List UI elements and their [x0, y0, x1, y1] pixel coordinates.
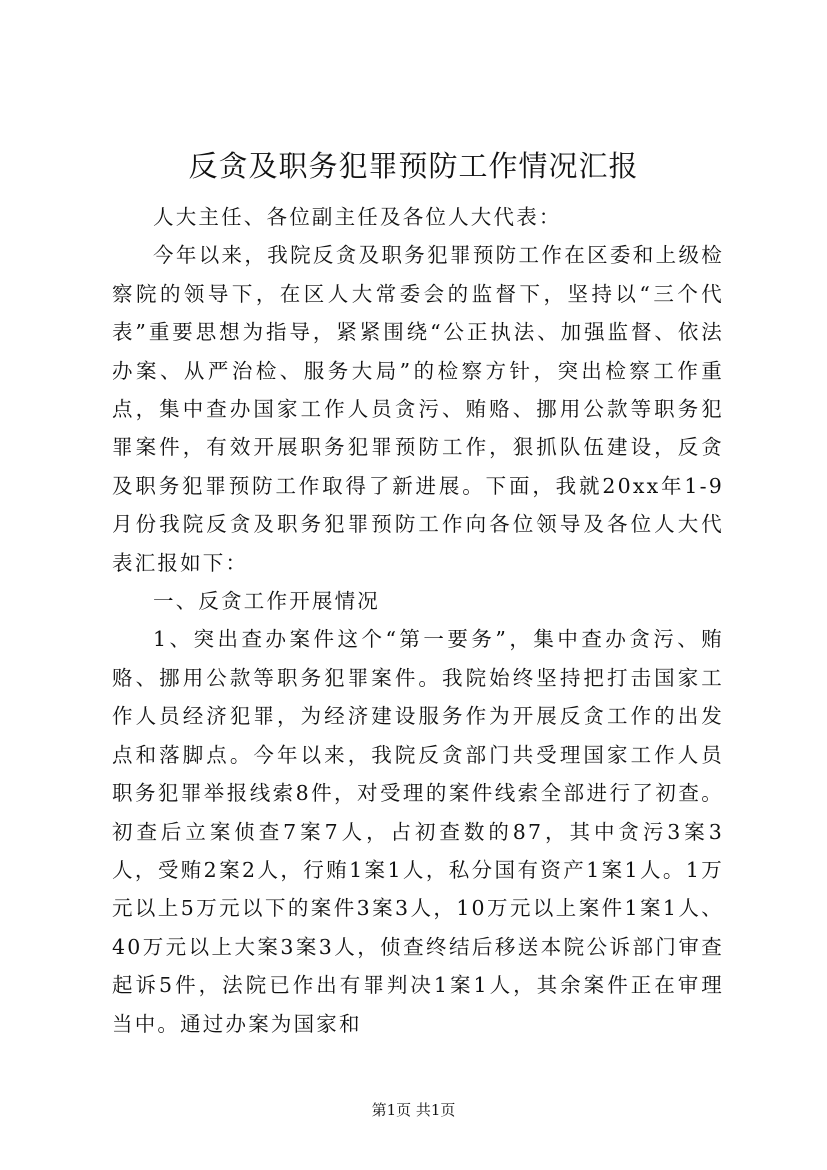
page-footer: 第1页 共1页: [371, 1101, 456, 1119]
document-title: 反贪及职务犯罪预防工作情况汇报: [188, 149, 639, 183]
intro-paragraph: 今年以来，我院反贪及职务犯罪预防工作在区委和上级检察院的领导下，在区人大常委会的监督下，坚持以“三个代表”重要思想为指导，紧紧围绕“公正执法、加强监督、依法办案、从严治检、服务大局”的检察方针，突出检察工作重点，集中查办国家工作人员贪污、贿赂、挪用公款等职务犯罪案件，有效开展职务犯罪预防工作，狠抓队伍建设，反贪及职务犯罪预防工作取得了新进展。下面，我就20xx年1-9月份我院反贪及职务犯罪预防工作向各位领导及各位人大代表汇报如下：: [112, 243, 724, 575]
body-paragraph: 1、突出查办案件这个“第一要务”，集中查办贪污、贿赂、挪用公款等职务犯罪案件。我院始终坚持把打击国家工作人员经济犯罪，为经济建设服务作为开展反贪工作的出发点和落脚点。今年以来，我院反贪部门共受理国家工作人员职务犯罪举报线索8件，对受理的案件线索全部进行了初查。初查后立案侦查7案7人，占初查数的87，其中贪污3案3人，受贿2案2人，行贿1案1人，私分国有资产1案1人。1万元以上5万元以下的案件3案3人，10万元以上案件1案1人、40万元以上大案3案3人，侦查终结后移送本院公诉部门审查起诉5件，法院已作出有罪判决1案1人，其余案件正在审理当中。通过办案为国家和: [112, 627, 724, 1036]
salutation-paragraph: 人大主任、各位副主任及各位人大代表：: [153, 205, 562, 229]
document-body: [112, 198, 724, 1043]
section-heading: 一、反贪工作开展情况: [153, 589, 380, 614]
